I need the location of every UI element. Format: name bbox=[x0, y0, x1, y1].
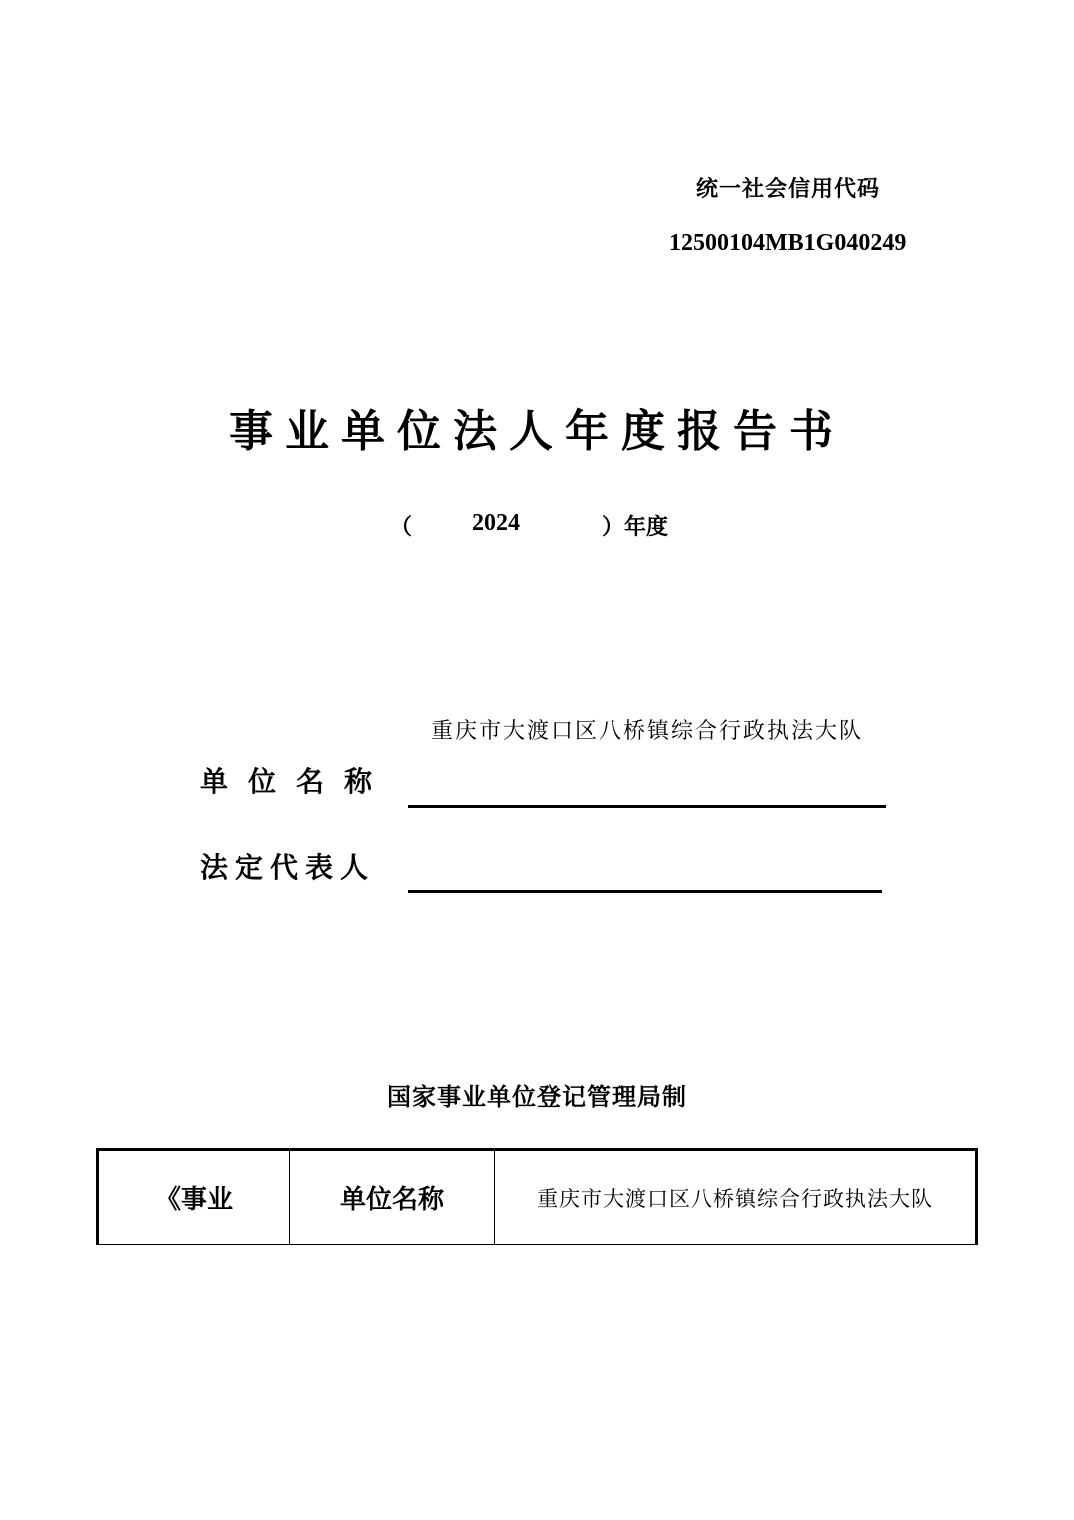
unit-info-table bbox=[96, 1148, 978, 1245]
table-cell-unit-name-value: 重庆市大渡口区八桥镇综合行政执法大队 bbox=[495, 1150, 977, 1245]
table-cell-unit-name-label: 单位名称 bbox=[290, 1150, 495, 1245]
credit-code-value: 12500104MB1G040249 bbox=[669, 230, 907, 256]
credit-code-label: 统一社会信用代码 bbox=[696, 177, 881, 202]
year-suffix: ）年度 bbox=[602, 515, 669, 540]
unit-name-label: 单位名称 bbox=[200, 765, 393, 798]
table-row bbox=[98, 1150, 977, 1245]
year-paren-open: （ bbox=[390, 515, 413, 540]
issuer-line: 国家事业单位登记管理局制 bbox=[387, 1083, 687, 1111]
unit-name-value: 重庆市大渡口区八桥镇综合行政执法大队 bbox=[430, 719, 863, 744]
document-title: 事业单位法人年度报告书 bbox=[229, 406, 845, 457]
report-year-value: 2024 bbox=[472, 510, 520, 536]
legal-rep-underline bbox=[408, 890, 882, 893]
unit-name-underline bbox=[408, 805, 886, 808]
legal-rep-label: 法定代表人 bbox=[200, 851, 376, 884]
table-cell-category: 《事业 bbox=[98, 1150, 290, 1245]
